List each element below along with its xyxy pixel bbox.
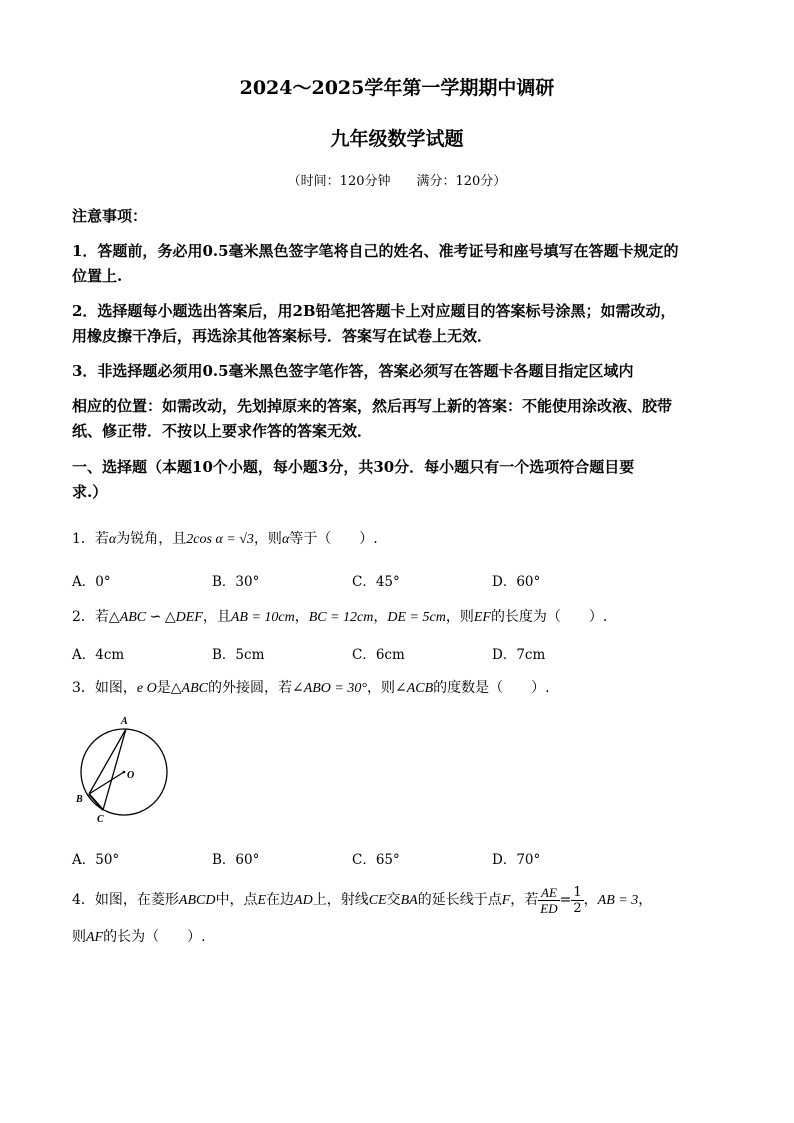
q4-text-7: ，若 (510, 892, 539, 908)
q4-fraction-denominator: ED (540, 900, 558, 916)
q1-option-b: B．30° (212, 574, 260, 590)
q4-text-6: 的延长线于点 (417, 892, 502, 908)
q3-option-c: C．65° (352, 852, 400, 868)
q1-option-c: C．45° (352, 574, 400, 590)
q1-text-3: ，则 (253, 531, 282, 547)
label-b: B (76, 794, 83, 805)
exam-subtitle: 九年级数学试题 (330, 128, 464, 150)
q2-option-a: A．4cm (72, 647, 125, 663)
q2-option-d: D．7cm (492, 647, 546, 663)
q3-text-1: 3．如图， (72, 680, 137, 696)
q2-text-4: ， (373, 609, 388, 625)
exam-title: 2024～2025学年第一学期期中调研 (239, 77, 555, 99)
q2-ef: EF (473, 610, 491, 625)
q2-text-3: ， (294, 609, 309, 625)
section-1-heading-line-2: 求.） (72, 483, 108, 501)
q2-option-b: B．5cm (212, 647, 265, 663)
exam-time-info: （时间：120分钟 满分：120分） (287, 174, 507, 189)
q3-option-a: A．50° (72, 852, 120, 868)
q2-text-5: ，则 (445, 609, 474, 625)
q3-option-b: B．60° (212, 852, 260, 868)
q4-fraction-ae-ed (538, 885, 559, 916)
q2-similar-triangles: △ABC ∽ △DEF (108, 610, 203, 625)
q4-line-ba: BA (400, 893, 418, 908)
q4-point-e: E (257, 893, 267, 908)
note-2-line-2: 用橡皮擦干净后，再选涂其他答案标号．答案写在试卷上无效． (72, 327, 493, 345)
q1-expression: 2cos α = √3 (186, 532, 254, 547)
q3-text-3: 的外接圆，若 (207, 680, 292, 696)
note-1-line-1: 1．答题前，务必用0.5毫米黑色签字笔将自己的姓名、准考证号和座号填写在答题卡规定的 (72, 242, 679, 260)
label-c: C (97, 814, 104, 825)
segment-ac (103, 729, 126, 810)
note-3-line-1: 3．非选择题必须用0.5毫米黑色签字笔作答，答案必须写在答题卡各题目指定区域内 (72, 362, 634, 380)
q4-text-9: ， (638, 892, 653, 908)
q2-bc-length: BC = 12cm (308, 610, 374, 625)
q1-alpha: α (108, 532, 117, 547)
q4-equals: = (559, 892, 572, 908)
center-o-point (123, 771, 126, 774)
q2-option-c: C．6cm (352, 647, 405, 663)
note-1-line-2: 位置上. (72, 267, 123, 285)
q4-point-f: F (501, 893, 511, 908)
segment-bc (89, 794, 103, 810)
q4-rhombus-abcd: ABCD (178, 893, 216, 908)
note-2-line-1: 2．选择题每小题选出答案后，用2B铅笔把答题卡上对应题目的答案标号涂黑；如需改动， (72, 302, 676, 320)
q2-text-2: ，且 (202, 609, 231, 625)
q4-half-denominator: 2 (573, 900, 582, 916)
q2-ab-length: AB = 10cm (230, 610, 295, 625)
q4-fraction-numerator: AE (538, 885, 559, 901)
q3-option-d: D．70° (492, 852, 541, 868)
q3-angle-acb: ∠ACB (394, 681, 434, 696)
q4-text-8: ， (583, 892, 598, 908)
q2-text-1: 2．若 (72, 609, 109, 625)
q4-half-numerator: 1 (573, 884, 582, 900)
q3-circle-o: e O (136, 681, 157, 696)
q3-triangle-abc: △ABC (170, 681, 208, 696)
q3-text-2: 是 (156, 680, 171, 696)
question-4-stem-line-2 (72, 926, 206, 946)
segment-bo (89, 772, 124, 794)
q4-ab-value: AB = 3 (597, 893, 639, 908)
notes-heading: 注意事项： (72, 207, 148, 225)
q4-fraction-one-half (571, 885, 583, 916)
q2-text-6: 的长度为（ ）. (490, 609, 608, 625)
q4-text-4: 上，射线 (312, 892, 369, 908)
q3-text-5: 的度数是（ ）. (433, 680, 550, 696)
q4-line2-text-2: 的长为（ ）. (103, 929, 206, 945)
label-o: O (127, 770, 135, 781)
q4-text-5: 交 (386, 892, 401, 908)
question-3-stem (72, 677, 550, 697)
q2-de-length: DE = 5cm (387, 610, 446, 625)
q4-segment-af: AF (86, 930, 104, 945)
segment-ab (89, 729, 126, 794)
q3-circle-figure (70, 712, 180, 827)
q4-text-2: 中，点 (215, 892, 258, 908)
q1-text-1: 1．若 (72, 531, 109, 547)
note-3-line-2: 相应的位置：如需改动，先划掉原来的答案，然后再写上新的答案：不能使用涂改液、胶带 (72, 397, 673, 415)
q4-line2-text-1: 则 (72, 929, 86, 945)
label-a: A (121, 716, 128, 727)
q3-text-4: ，则 (366, 680, 395, 696)
question-4-stem (72, 883, 652, 918)
question-1-stem (72, 528, 378, 548)
q1-option-d: D．60° (492, 574, 541, 590)
q4-text-1: 4．如图，在菱形 (72, 892, 179, 908)
q4-ray-ce: CE (368, 893, 387, 908)
q3-angle-abo: ∠ABO = 30° (291, 681, 367, 696)
q1-alpha-2: α (281, 532, 290, 547)
q1-option-a: A．0° (72, 574, 111, 590)
question-2-stem (72, 606, 607, 626)
q1-text-2: 为锐角，且 (116, 531, 187, 547)
section-1-heading-line-1: 一、选择题（本题10个小题，每小题3分，共30分．每小题只有一个选项符合题目要 (72, 458, 635, 476)
q4-text-3: 在边 (266, 892, 295, 908)
q4-side-ad: AD (294, 893, 313, 908)
note-3-line-3: 纸、修正带．不按以上要求作答的答案无效． (72, 422, 373, 440)
q1-text-4: 等于（ ）. (289, 531, 378, 547)
